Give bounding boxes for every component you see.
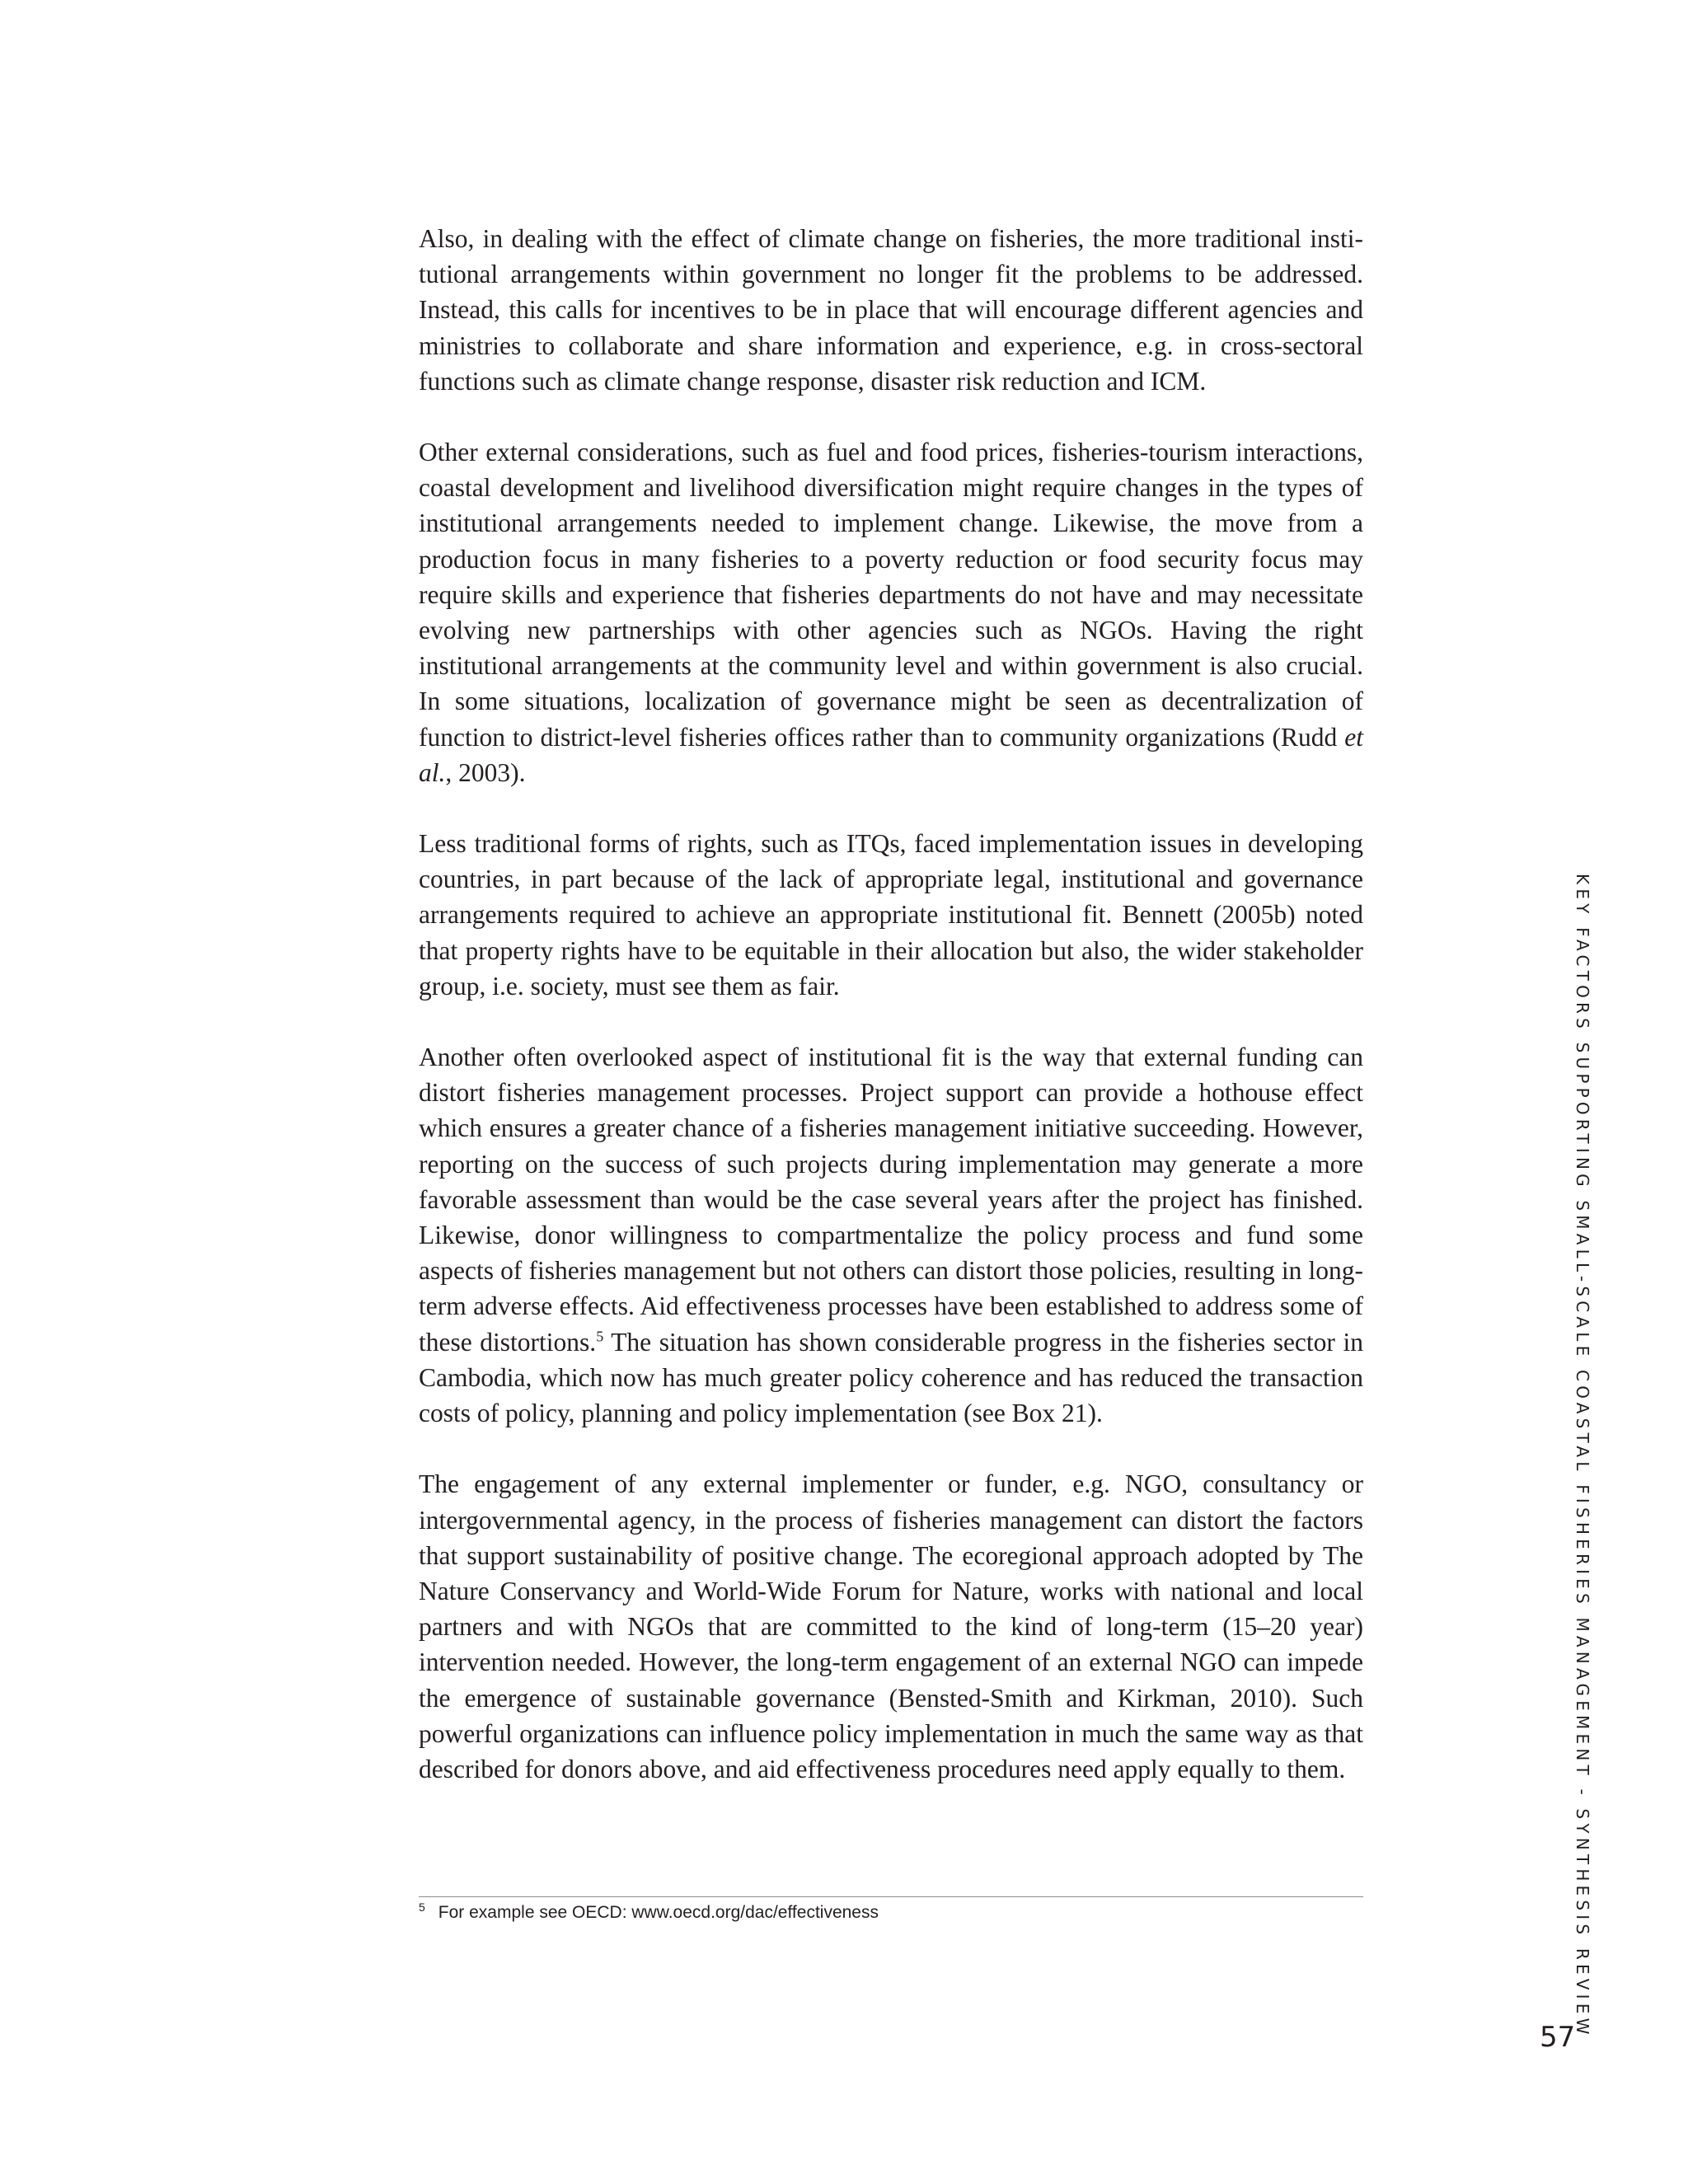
running-head: KEY FACTORS SUPPORTING SMALL-SCALE COASTAL FISHERIES MANAGEMENT - SYNTHESIS REVIEW xyxy=(1573,874,1592,2039)
paragraph-2 xyxy=(419,434,1363,790)
footnote xyxy=(419,1900,1363,1925)
paragraph-2-text: Other external considerations, such as fuel and food prices, fisheries-tourism interactions, coastal development and livelihood diversification might require changes in the types of institutional arrangements needed to implement change. Likewise, the move from a production focus in many fisheries to a poverty reduction or food security focus may require skills and experience that fisheries departments do not have and may necessitate evolving new partnerships with other agencies such as NGOs. Having the right institutional arrangements at the community level and within government is also crucial. In some situations, localization of governance might be seen as decentralization of function to district-level fisheries offices rather than to community organizations (Rudd xyxy=(419,438,1363,752)
paragraph-1: Also, in dealing with the effect of climate change on fisheries, the more traditional institutional arrangements within government no longer fit the problems to be addressed. Instead, this calls for incentives to be in place that will encourage different agencies and ministries to collaborate and share information and experience, e.g. in cross-sectoral functions such as climate change response, disaster risk reduction and ICM. xyxy=(419,224,1363,396)
footnote-divider xyxy=(419,1896,1363,1897)
paragraph-2-citation-year: , 2003). xyxy=(445,757,526,787)
paragraph-5: The engagement of any external implementer or funder, e.g. NGO, consultancy or intergovernmental agency, in the process of fisheries management can distort the factors that support sustainability of positive change. The ecoregional approach adopted by The Nature Conservancy and World-Wide Forum for Nature, works with national and local partners and with NGOs that are committed to the kind of long-term (15–20 year) intervention needed. However, the long-term engagement of an external NGO can impede the emergence of sustainable governance (Bensted-Smith and Kirkman, 2010). Such powerful organizations can influence policy implementation in much the same way as that described for donors above, and aid effectiveness procedures need apply equally to them. xyxy=(419,1469,1363,1783)
paragraph-4-text: Another often overlooked aspect of institutional fit is the way that external funding can distort fisheries management processes. Project support can provide a hothouse effect which ensures a greater chance of a fisheries management initiative succeeding. However, reporting on the success of such projects during implementation may generate a more favorable assessment than would be the case several years after the project has finished. Likewise, donor willingness to compartmentalize the policy process and fund some aspects of fisheries management but not others can distort those policies, resulting in long-term adverse effects. Aid effectiveness processes have been established to address some of these distortions. xyxy=(419,1043,1363,1357)
paragraph-3: Less traditional forms of rights, such as ITQs, faced implementation issues in developing countries, in part because of the lack of appropriate legal, institutional and governance arrangements required to achieve an appropriate institutional fit. Bennett (2005b) noted that property rights have to be equitable in their allocation but also, the wider stakeholder group, i.e. society, must see them as fair. xyxy=(419,829,1363,1001)
footnote-reference[interactable]: 5 xyxy=(596,1328,604,1345)
footnote-number: 5 xyxy=(419,1900,425,1914)
paragraph-4 xyxy=(419,1039,1363,1431)
body-text xyxy=(419,221,1363,1822)
footnote-text: For example see OECD: www.oecd.org/dac/effectiveness xyxy=(438,1903,879,1922)
paragraph-4-text-continued: The situation has shown considerable progress in the fisheries sector in Cambodia, which now has much greater policy coherence and has reduced the transaction costs of policy, planning and policy implementation (see Box 21). xyxy=(419,1327,1363,1428)
page-number: 57 xyxy=(1540,2021,1576,2054)
citation-et-al: et al. xyxy=(419,722,1363,787)
